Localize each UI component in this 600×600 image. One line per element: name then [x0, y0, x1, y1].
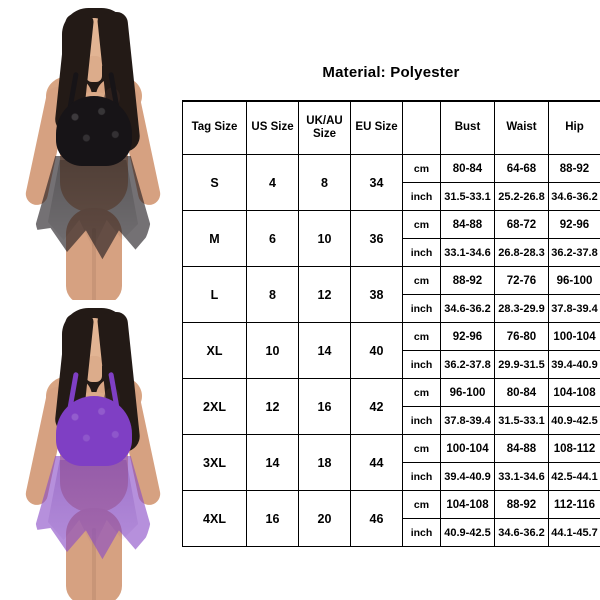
cell-bust-cm: 104-108	[441, 491, 495, 519]
table-row	[183, 379, 600, 407]
cell-hip-cm: 96-100	[549, 267, 600, 295]
model-figure-purple	[0, 300, 182, 600]
cell-eu-size: 34	[351, 155, 403, 211]
cell-waist-cm: 68-72	[495, 211, 549, 239]
cell-bust-inch: 40.9-42.5	[441, 519, 495, 547]
cell-waist-inch: 33.1-34.6	[495, 463, 549, 491]
cell-bust-cm: 92-96	[441, 323, 495, 351]
table-row	[183, 267, 600, 295]
cell-eu-size: 42	[351, 379, 403, 435]
cell-bust-inch: 31.5-33.1	[441, 183, 495, 211]
column-header-hip: Hip	[549, 102, 600, 155]
cell-waist-inch: 29.9-31.5	[495, 351, 549, 379]
cell-bust-cm: 80-84	[441, 155, 495, 183]
cell-us-size: 8	[247, 267, 299, 323]
cell-ukau-size: 12	[299, 267, 351, 323]
cell-ukau-size: 14	[299, 323, 351, 379]
lace-pattern-purple	[56, 396, 132, 466]
cell-hip-cm: 108-112	[549, 435, 600, 463]
cell-hip-inch: 36.2-37.8	[549, 239, 600, 267]
cell-unit-inch: inch	[403, 519, 441, 547]
cell-us-size: 14	[247, 435, 299, 491]
cell-bust-inch: 33.1-34.6	[441, 239, 495, 267]
cell-unit-inch: inch	[403, 239, 441, 267]
column-header-us-size: US Size	[247, 102, 299, 155]
cell-eu-size: 38	[351, 267, 403, 323]
cell-hip-cm: 104-108	[549, 379, 600, 407]
column-header-waist: Waist	[495, 102, 549, 155]
cell-hip-inch: 39.4-40.9	[549, 351, 600, 379]
cell-ukau-size: 8	[299, 155, 351, 211]
cell-unit-cm: cm	[403, 323, 441, 351]
cell-tag-size: 2XL	[183, 379, 247, 435]
table-row	[183, 323, 600, 351]
table-row	[183, 155, 600, 183]
cell-hip-cm: 88-92	[549, 155, 600, 183]
cell-us-size: 10	[247, 323, 299, 379]
cell-hip-inch: 34.6-36.2	[549, 183, 600, 211]
cell-waist-cm: 88-92	[495, 491, 549, 519]
table-row	[183, 435, 600, 463]
column-header-unit	[403, 102, 441, 155]
cell-tag-size: XL	[183, 323, 247, 379]
cell-tag-size: S	[183, 155, 247, 211]
cell-unit-inch: inch	[403, 463, 441, 491]
cell-waist-cm: 84-88	[495, 435, 549, 463]
cell-ukau-size: 10	[299, 211, 351, 267]
cell-tag-size: 4XL	[183, 491, 247, 547]
table-row	[183, 491, 600, 519]
cell-unit-cm: cm	[403, 267, 441, 295]
cell-unit-inch: inch	[403, 407, 441, 435]
cell-us-size: 6	[247, 211, 299, 267]
cell-ukau-size: 16	[299, 379, 351, 435]
cell-us-size: 16	[247, 491, 299, 547]
material-header	[182, 45, 600, 101]
cell-waist-inch: 34.6-36.2	[495, 519, 549, 547]
cell-eu-size: 46	[351, 491, 403, 547]
cell-unit-cm: cm	[403, 379, 441, 407]
cell-waist-inch: 25.2-26.8	[495, 183, 549, 211]
cell-waist-inch: 26.8-28.3	[495, 239, 549, 267]
cell-hip-inch: 37.8-39.4	[549, 295, 600, 323]
material-label: Material: Polyester	[322, 64, 460, 81]
size-table	[182, 101, 600, 547]
cell-waist-cm: 76-80	[495, 323, 549, 351]
column-header-bust: Bust	[441, 102, 495, 155]
cell-bust-inch: 37.8-39.4	[441, 407, 495, 435]
cell-hip-cm: 92-96	[549, 211, 600, 239]
cell-unit-cm: cm	[403, 155, 441, 183]
cell-bust-inch: 34.6-36.2	[441, 295, 495, 323]
cell-bust-cm: 96-100	[441, 379, 495, 407]
cell-waist-cm: 80-84	[495, 379, 549, 407]
cell-unit-inch: inch	[403, 351, 441, 379]
cell-unit-cm: cm	[403, 491, 441, 519]
cell-us-size: 12	[247, 379, 299, 435]
cell-hip-cm: 112-116	[549, 491, 600, 519]
cell-unit-inch: inch	[403, 183, 441, 211]
cell-tag-size: 3XL	[183, 435, 247, 491]
size-chart	[182, 0, 600, 600]
skirt-shading-purple	[44, 460, 142, 560]
lace-pattern-black	[56, 96, 132, 166]
product-photo-black	[0, 0, 182, 300]
cell-ukau-size: 20	[299, 491, 351, 547]
cell-bust-cm: 88-92	[441, 267, 495, 295]
table-header-row	[183, 102, 600, 155]
product-photo-purple	[0, 300, 182, 600]
column-header-eu-size: EU Size	[351, 102, 403, 155]
skirt-shading-black	[44, 160, 142, 260]
cell-tag-size: L	[183, 267, 247, 323]
column-header-tag-size: Tag Size	[183, 102, 247, 155]
cell-tag-size: M	[183, 211, 247, 267]
cell-waist-inch: 28.3-29.9	[495, 295, 549, 323]
cell-bust-cm: 100-104	[441, 435, 495, 463]
cell-waist-inch: 31.5-33.1	[495, 407, 549, 435]
cell-hip-inch: 44.1-45.7	[549, 519, 600, 547]
column-header-ukau-size: UK/AU Size	[299, 102, 351, 155]
table-row	[183, 211, 600, 239]
cell-waist-cm: 72-76	[495, 267, 549, 295]
cell-ukau-size: 18	[299, 435, 351, 491]
cell-eu-size: 36	[351, 211, 403, 267]
cell-eu-size: 40	[351, 323, 403, 379]
cell-us-size: 4	[247, 155, 299, 211]
cell-unit-cm: cm	[403, 211, 441, 239]
cell-hip-cm: 100-104	[549, 323, 600, 351]
cell-hip-inch: 40.9-42.5	[549, 407, 600, 435]
product-image-column	[0, 0, 182, 600]
cell-bust-cm: 84-88	[441, 211, 495, 239]
cell-unit-inch: inch	[403, 295, 441, 323]
cell-hip-inch: 42.5-44.1	[549, 463, 600, 491]
cell-unit-cm: cm	[403, 435, 441, 463]
cell-bust-inch: 36.2-37.8	[441, 351, 495, 379]
model-figure-black	[0, 0, 182, 300]
cell-eu-size: 44	[351, 435, 403, 491]
cell-waist-cm: 64-68	[495, 155, 549, 183]
cell-bust-inch: 39.4-40.9	[441, 463, 495, 491]
